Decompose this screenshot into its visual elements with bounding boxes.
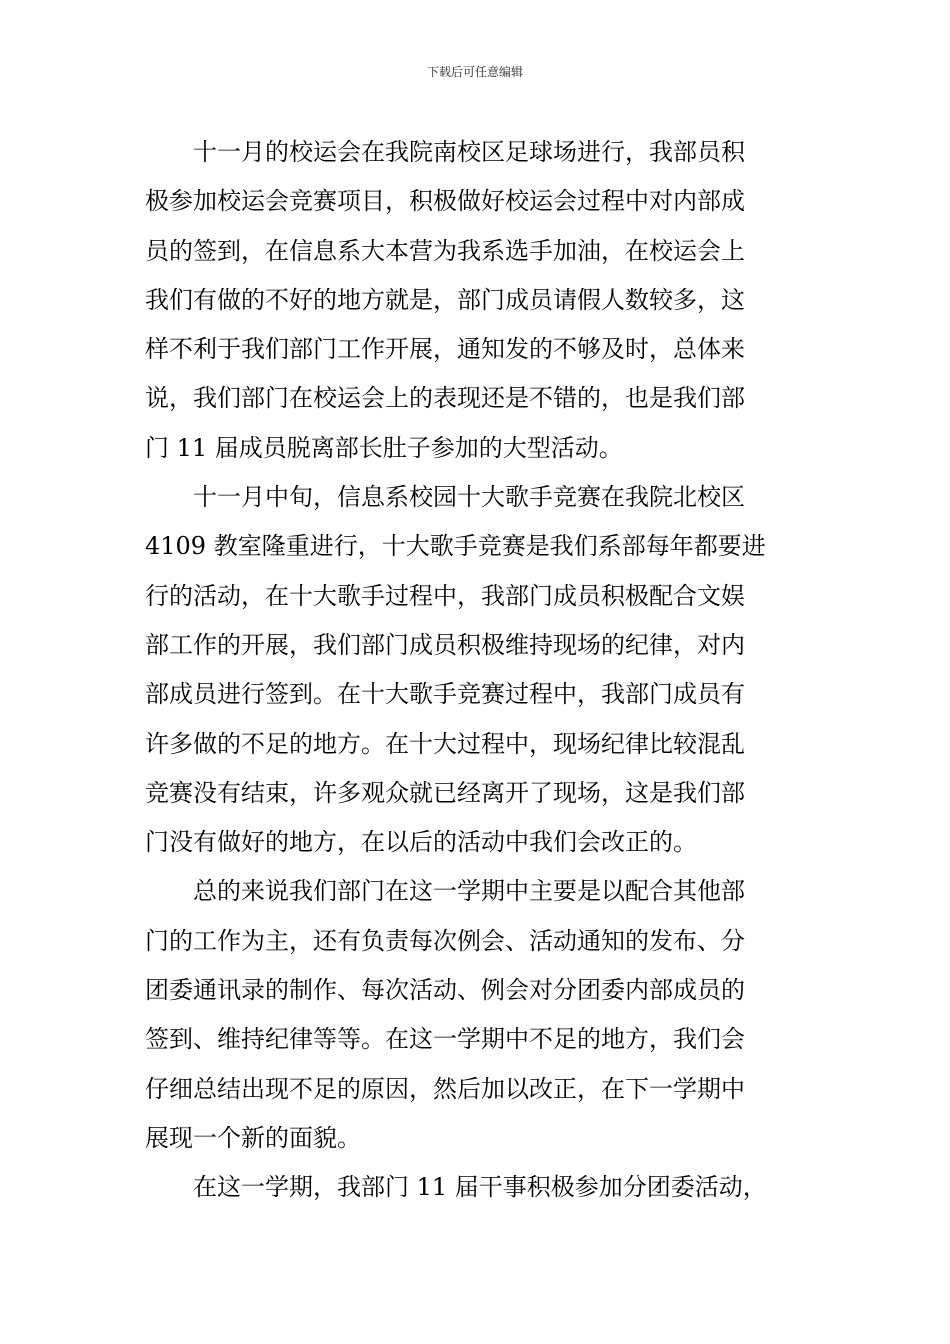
paragraph-2-line-2: 4109 教室隆重进行，十大歌手竞赛是我们系部每年都要进 bbox=[145, 532, 766, 561]
paragraph-1-line-5: 样不利于我们部门工作开展，通知发的不够及时，总体来 bbox=[145, 335, 745, 364]
paragraph-2-line-7: 竞赛没有结束，许多观众就已经离开了现场，这是我们部 bbox=[145, 778, 745, 807]
paragraph-1-line-7: 门 11 届成员脱离部长肚子参加的大型活动。 bbox=[145, 433, 623, 462]
paragraph-2-line-5: 部成员进行签到。在十大歌手竞赛过程中，我部门成员有 bbox=[145, 680, 745, 709]
paragraph-2-line-1: 十一月中旬，信息系校园十大歌手竞赛在我院北校区 bbox=[193, 483, 745, 512]
paragraph-2-line-8: 门没有做好的地方，在以后的活动中我们会改正的。 bbox=[145, 828, 697, 857]
paragraph-1-line-3: 员的签到，在信息系大本营为我系选手加油，在校运会上 bbox=[145, 236, 745, 265]
paragraph-3-line-4: 签到、维持纪律等等。在这一学期中不足的地方，我们会 bbox=[145, 1025, 745, 1054]
paragraph-2-line-6: 许多做的不足的地方。在十大过程中，现场纪律比较混乱 bbox=[145, 729, 745, 758]
paragraph-3-line-3: 团委通讯录的制作、每次活动、例会对分团委内部成员的 bbox=[145, 976, 745, 1005]
paragraph-2-line-4: 部工作的开展，我们部门成员积极维持现场的纪律，对内 bbox=[145, 630, 745, 659]
paragraph-2-line-3: 行的活动，在十大歌手过程中，我部门成员积极配合文娱 bbox=[145, 581, 745, 610]
paragraph-1-line-4: 我们有做的不好的地方就是，部门成员请假人数较多，这 bbox=[145, 285, 745, 314]
page-header: 下载后可任意编辑 bbox=[426, 65, 523, 79]
paragraph-3-line-6: 展现一个新的面貌。 bbox=[145, 1123, 361, 1152]
document-body bbox=[145, 128, 810, 1213]
paragraph-3-line-1: 总的来说我们部门在这一学期中主要是以配合其他部 bbox=[193, 877, 745, 906]
paragraph-3-line-2: 门的工作为主，还有负责每次例会、活动通知的发布、分 bbox=[145, 926, 745, 955]
paragraph-1-line-6: 说，我们部门在校运会上的表现还是不错的，也是我们部 bbox=[145, 384, 745, 413]
paragraph-1-line-2: 极参加校运会竞赛项目，积极做好校运会过程中对内部成 bbox=[145, 187, 745, 216]
paragraph-4-line-1: 在这一学期，我部门 11 届干事积极参加分团委活动， bbox=[193, 1173, 767, 1202]
paragraph-1-line-1: 十一月的校运会在我院南校区足球场进行，我部员积 bbox=[193, 138, 745, 166]
paragraph-3-line-5: 仔细总结出现不足的原因，然后加以改正，在下一学期中 bbox=[145, 1074, 745, 1103]
